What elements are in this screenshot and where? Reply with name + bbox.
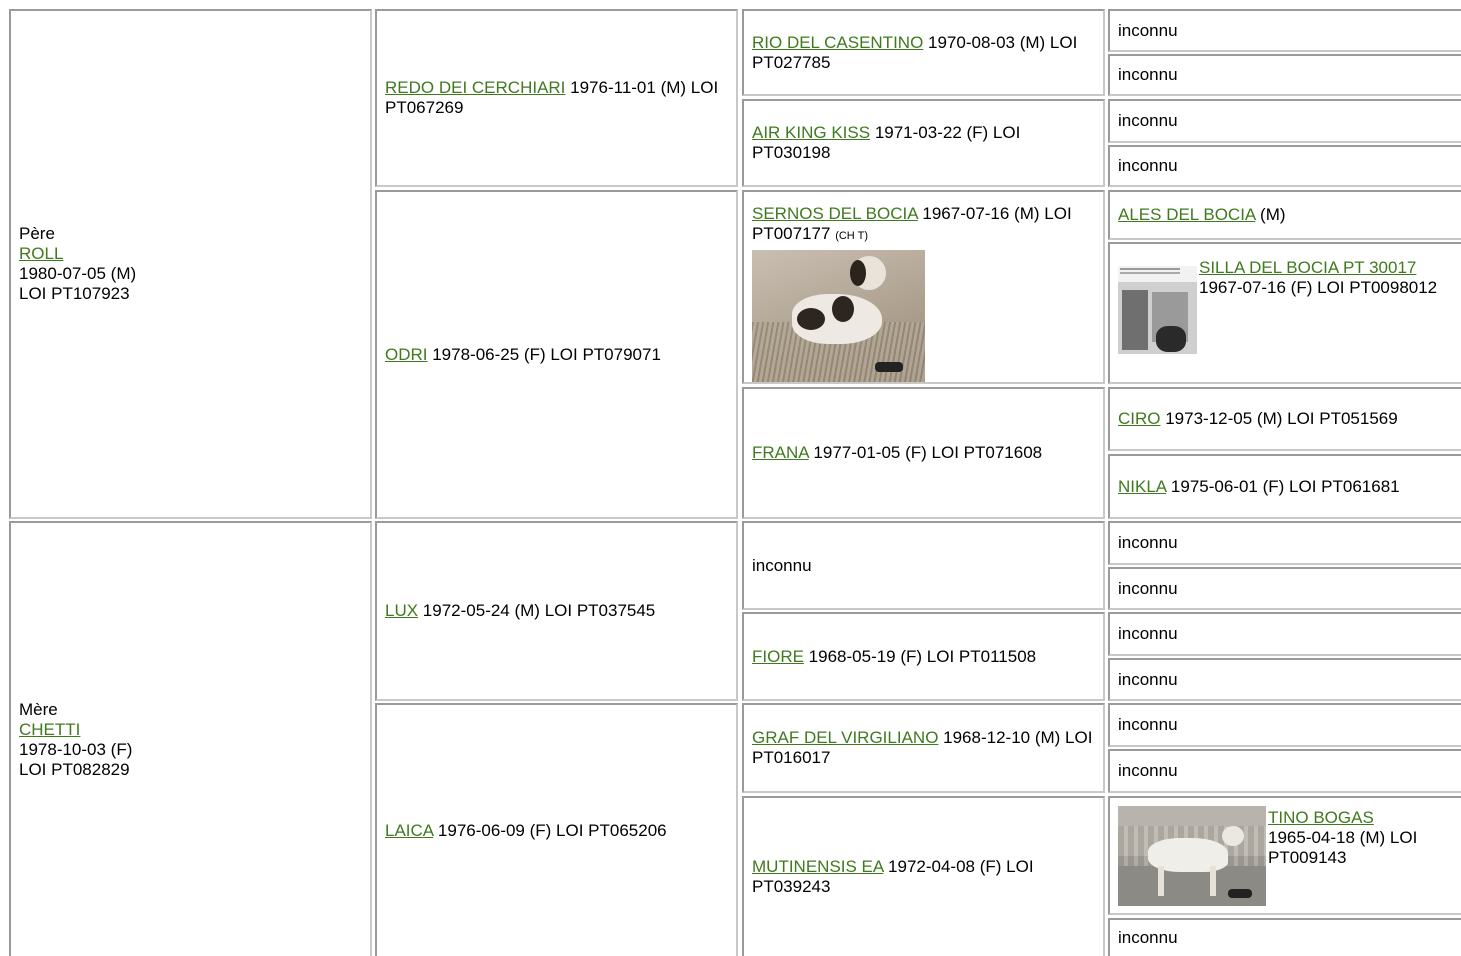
silla-cell [1108, 242, 1461, 384]
frana-info: 1977-01-05 (F) LOI PT071608 [808, 443, 1043, 462]
fiore-cell [742, 612, 1105, 701]
unknown-cell [1108, 99, 1461, 143]
unknown-cell [1108, 749, 1461, 793]
lux-link[interactable]: LUX [385, 601, 419, 620]
unknown-text: inconnu [1118, 761, 1178, 780]
odri-link[interactable]: ODRI [385, 344, 428, 364]
graf-info: 1968-12-10 (M) LOI PT016017 [752, 728, 1093, 767]
tino-cell [1108, 796, 1461, 915]
unknown-text: inconnu [1118, 715, 1178, 734]
nikla-info: 1975-06-01 (F) LOI PT061681 [1166, 476, 1400, 496]
frana-link[interactable]: FRANA [752, 443, 809, 462]
laica-link[interactable]: LAICA [385, 820, 434, 840]
nikla-link[interactable]: NIKLA [1118, 476, 1167, 496]
unknown-text: inconnu [1118, 156, 1178, 175]
unknown-text: inconnu [1118, 928, 1178, 947]
dam-label: Mère [19, 699, 58, 719]
silla-info: 1967-07-16 (F) LOI PT0098012 [1199, 278, 1438, 297]
silla-photo[interactable] [1118, 266, 1197, 354]
sernos-info: 1967-07-16 (M) LOI PT007177 [752, 204, 1072, 243]
sire-label: Père [19, 224, 55, 243]
tino-info: 1965-04-18 (M) LOI PT009143 [1268, 828, 1418, 867]
dam-link[interactable]: CHETTI [19, 719, 81, 739]
ales-link[interactable]: ALES DEL BOCIA [1118, 205, 1256, 224]
airking-link[interactable]: AIR KING KISS [752, 123, 871, 142]
odri-cell [375, 190, 738, 519]
mutinensis-info: 1972-04-08 (F) LOI PT039243 [752, 857, 1034, 896]
lux-info: 1972-05-24 (M) LOI PT037545 [418, 601, 656, 620]
unknown-cell [1108, 918, 1461, 956]
lux-cell [375, 521, 738, 701]
sire-cell [9, 9, 372, 519]
tino-link[interactable]: TINO BOGAS [1268, 808, 1374, 827]
odri-info: 1978-06-25 (F) LOI PT079071 [427, 344, 661, 364]
ales-cell [1108, 190, 1461, 240]
redo-info: 1976-11-01 (M) LOI PT067269 [385, 78, 719, 117]
sernos-cell [742, 190, 1105, 384]
mutinensis-link[interactable]: MUTINENSIS EA [752, 857, 884, 876]
laica-info: 1976-06-09 (F) LOI PT065206 [433, 820, 667, 840]
unknown-text: inconnu [1118, 111, 1178, 130]
fiore-link[interactable]: FIORE [752, 646, 804, 666]
unknown-text: inconnu [1118, 578, 1178, 598]
sernos-link[interactable]: SERNOS DEL BOCIA [752, 204, 918, 223]
unknown-cell [1108, 703, 1461, 747]
sire-registration: LOI PT107923 [19, 284, 130, 303]
unknown-cell [1108, 54, 1461, 96]
silla-link[interactable]: SILLA DEL BOCIA PT 30017 [1199, 258, 1417, 277]
redo-cell [375, 9, 738, 187]
graf-cell [742, 703, 1105, 793]
rio-info: 1970-08-03 (M) LOI PT027785 [752, 32, 1078, 72]
ciro-link[interactable]: CIRO [1118, 409, 1161, 428]
airking-info: 1971-03-22 (F) LOI PT030198 [752, 123, 1021, 162]
mutinensis-cell [742, 796, 1105, 956]
unknown-text: inconnu [1118, 624, 1178, 643]
laica-cell [375, 703, 738, 956]
ales-info: (M) [1255, 205, 1286, 224]
dam-birth: 1978-10-03 (F) [19, 739, 133, 759]
tino-photo[interactable] [1118, 806, 1266, 906]
airking-cell [742, 99, 1105, 187]
unknown-text: inconnu [1118, 65, 1178, 84]
fiore-info: 1968-05-19 (F) LOI PT011508 [803, 646, 1037, 666]
unknown-text: inconnu [1118, 533, 1178, 552]
graf-link[interactable]: GRAF DEL VIRGILIANO [752, 728, 939, 747]
rio-link[interactable]: RIO DEL CASENTINO [752, 32, 924, 52]
sernos-title: (CH T) [835, 230, 868, 242]
nikla-cell [1108, 454, 1461, 519]
unknown-cell [1108, 567, 1461, 610]
frana-cell [742, 387, 1105, 519]
unknown-cell [1108, 612, 1461, 656]
sire-birth: 1980-07-05 (M) [19, 264, 137, 283]
unknown-cell [1108, 145, 1461, 187]
unknown-text: inconnu [1118, 669, 1178, 689]
sernos-photo[interactable] [752, 250, 925, 382]
unknown-cell [1108, 658, 1461, 701]
rio-cell [742, 9, 1105, 96]
sire-link[interactable]: ROLL [19, 244, 64, 263]
unknown-text: inconnu [752, 555, 812, 575]
dam-registration: LOI PT082829 [19, 759, 130, 779]
unknown-cell [1108, 521, 1461, 565]
ciro-cell [1108, 387, 1461, 451]
ciro-info: 1973-12-05 (M) LOI PT051569 [1160, 409, 1398, 428]
dam-cell [9, 521, 372, 956]
redo-link[interactable]: REDO DEI CERCHIARI [385, 78, 566, 97]
unknown-text: inconnu [1118, 20, 1178, 40]
unknown-cell [742, 521, 1105, 610]
unknown-cell [1108, 9, 1461, 52]
